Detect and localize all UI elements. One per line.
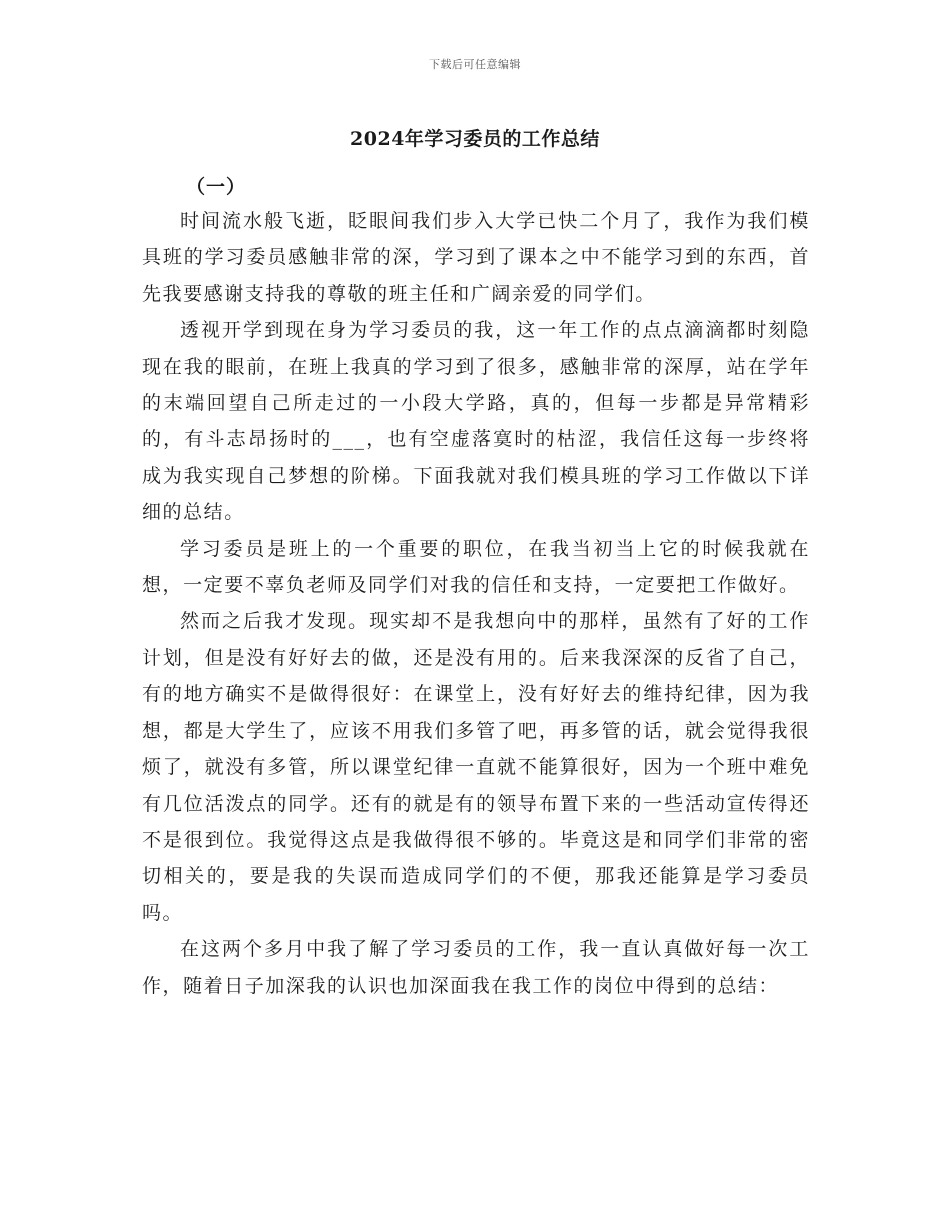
- section-label: （一）: [186, 176, 247, 198]
- paragraph: 然而之后我才发现。现实却不是我想向中的那样，虽然有了好的工作计划，但是没有好好去的做，还是没有用的。后来我深深的反省了自己，有的地方确实不是做得很好：在课堂上，没有好好去的维持纪律，因为我想，都是大学生了，应该不用我们多管了吧，再多管的话，就会觉得我很烦了，就没有多管，所以课堂纪律一直就不能算很好，因为一个班中难免有几位活泼点的同学。还有的就是有的领导布置下来的一些活动宣传得还不是很到位。我觉得这点是我做得很不够的。毕竟这是和同学们非常的密切相关的，要是我的失误而造成同学们的不便，那我还能算是学习委员吗。: [142, 610, 810, 924]
- document-body: [142, 203, 810, 1004]
- paragraph: 时间流水般飞逝，眨眼间我们步入大学已快二个月了，我作为我们模具班的学习委员感触非常的深，学习到了课本之中不能学习到的东西，首先我要感谢支持我的尊敬的班主任和广阔亲爱的同学们。: [142, 210, 810, 305]
- paragraph: 学习委员是班上的一个重要的职位，在我当初当上它的时候我就在想，一定要不辜负老师及同学们对我的信任和支持，一定要把工作做好。: [142, 537, 810, 597]
- header-note: 下载后可任意编辑: [429, 58, 521, 71]
- document-title: 2024年学习委员的工作总结: [350, 128, 600, 150]
- paragraph: 透视开学到现在身为学习委员的我，这一年工作的点点滴滴都时刻隐现在我的眼前，在班上我真的学习到了很多，感触非常的深厚，站在学年的末端回望自己所走过的一小段大学路，真的，但每一步都是异常精彩的，有斗志昂扬时的___，也有空虚落寞时的枯涩，我信任这每一步终将成为我实现自己梦想的阶梯。下面我就对我们模具班的学习工作做以下详细的总结。: [142, 319, 810, 524]
- paragraph: 在这两个多月中我了解了学习委员的工作，我一直认真做好每一次工作，随着日子加深我的认识也加深面我在我工作的岗位中得到的总结：: [142, 938, 810, 997]
